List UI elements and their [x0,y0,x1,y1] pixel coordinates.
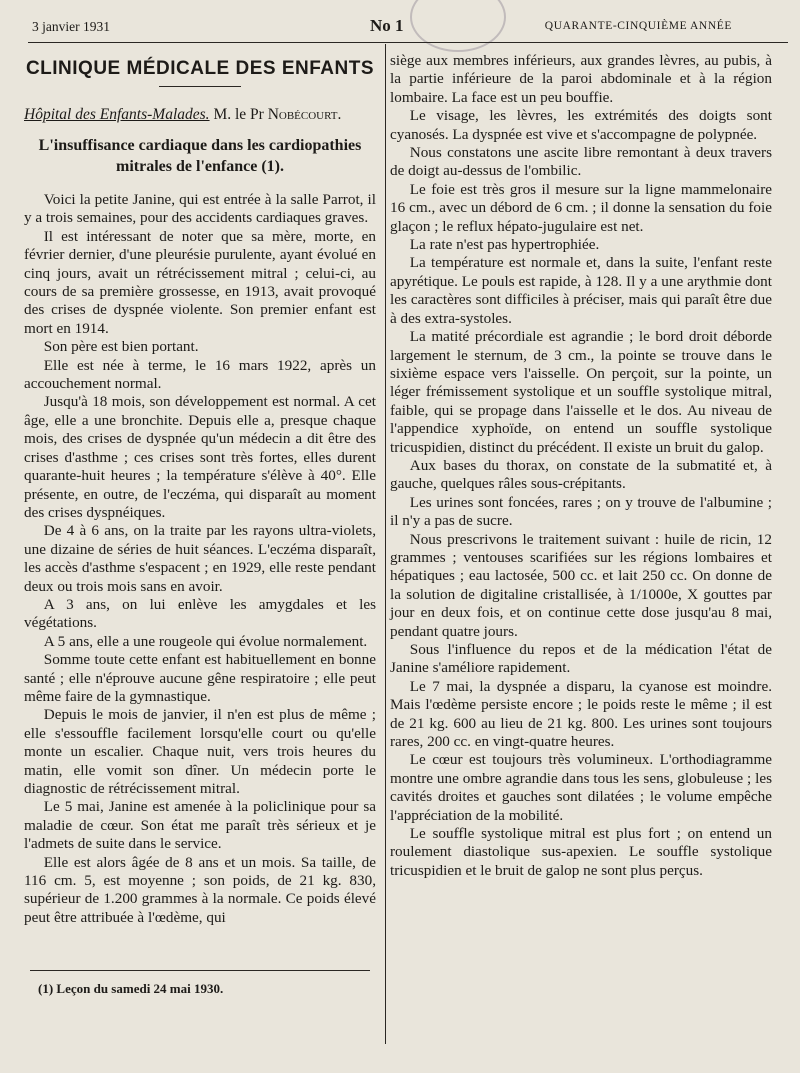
paragraph: Depuis le mois de janvier, il n'en est plus de même ; elle s'essouffle facilement lorsqu'elle court ou qu'elle monte un escalier. Chaque nuit, vers trois heures du matin, elle vomit son dîner. Un médecin porte le diagnostic de rétrécissement mitral. [24,706,376,797]
paragraph: Elle est née à terme, le 16 mars 1922, après un accouchement normal. [24,356,376,393]
right-column [390,52,772,880]
hospital-line [24,105,376,125]
library-stamp [410,0,506,52]
section-heading: CLINIQUE MÉDICALE DES ENFANTS [25,58,375,79]
header-rule [28,42,788,43]
paragraph: Voici la petite Janine, qui est entrée à la salle Parrot, il y a trois semaines, pour des accidents cardiaques graves. [24,191,376,227]
running-head [32,17,732,39]
paragraph: Jusqu'à 18 mois, son développement est normal. A cet âge, elle a une bronchite. Depuis elle a, presque chaque mois, des crises de dyspnée qu'un médecin a dit être des crises d'asthme ; ces crises sont très fortes, elles durent quarante-huit heures ; la température s'élève à 40°. Elle présente, en outre, de l'eczéma, qui disparaît au moment des crises dyspnéiques. [24,393,376,521]
hospital-name: Hôpital des Enfants-Malades. [24,106,210,123]
paragraph: La rate n'est pas hypertrophiée. [409,236,600,254]
paragraph: siège aux membres inférieurs, aux grandes lèvres, au pubis, à la partie inférieure de la paroi abdominale et à la région lombaire. La face est un peu bouffie. [390,52,772,106]
paragraph: La température est normale et, dans la suite, l'enfant reste apyrétique. Le pouls est rapide, à 128. Il y a une arythmie dont les caractères sont difficiles à préciser, mais qui paraît être due à des extra-systoles. [390,254,772,327]
author-suffix: . [337,106,342,123]
paragraph: Sous l'influence du repos et de la médication l'état de Janine s'améliore rapidement. [390,641,772,677]
footnote: (1) Leçon du samedi 24 mai 1930. [38,981,224,996]
left-column [24,56,376,927]
article-title: L'insuffisance cardiaque dans les cardiopathies mitrales de l'enfance (1). [38,137,362,175]
paragraph: Elle est alors âgée de 8 ans et un mois. Sa taille, de 116 cm. 5, est moyenne ; son poids, de 21 kg. 830, supérieur de 1.200 grammes à la normale. Ce poids élevé peut être attribuée à l'œdème, qui [24,853,376,926]
author-name: Nobécourt [267,106,338,123]
paragraph: La matité précordiale est agrandie ; le bord droit déborde largement le sternum, de 3 cm., la pointe se trouve dans le sixième espace vers l'aisselle. On perçoit, sur la pointe, un léger frémissement systolique et un souffle systolique mitral, faible, qui se propage dans l'aisselle et le dos. Au niveau de l'appendice xyphoïde, on entend un souffle systolique tricuspidien, distinct du précédent. Il existe un bruit du galop. [390,328,772,456]
paragraph: Le visage, les lèvres, les extrémités des doigts sont cyanosés. La dyspnée est vive et s'accompagne de polypnée. [390,107,772,143]
paragraph: Il est intéressant de noter que sa mère, morte, en février dernier, d'une pleurésie purulente, ayant évolué en cinq jours, avait un rétrécissement mitral ; celui-ci, au cours de sa première grossesse, en 1913, avait provoqué des crises de dyspnée violente. Son premier enfant est mort en 1914. [24,227,376,337]
issue-date: 3 janvier 1931 [32,19,110,34]
footnote-rule [30,970,370,971]
paragraph: Nous constatons une ascite libre remontant à deux travers de doigt au-dessus de l'ombilic. [390,144,772,180]
issue-number: No 1 [370,16,404,35]
paragraph: Les urines sont foncées, rares ; on y trouve de l'albumine ; il n'y a pas de sucre. [390,493,772,530]
paragraph: De 4 à 6 ans, on la traite par les rayons ultra-violets, une dizaine de séries de huit séances. L'eczéma disparaît, les accès d'asthme s'espacent ; en 1929, elle reste pendant deux ou trois mois sans en avoir. [24,522,376,595]
heading-rule [159,86,241,87]
paragraph: Somme toute cette enfant est habituellement en bonne santé ; elle n'éprouve aucune gêne respiratoire ; elle peut même faire de la gymnastique. [24,651,376,705]
paragraph: Aux bases du thorax, on constate de la submatité et, à gauche, quelques râles sous-crépitants. [390,456,772,493]
paragraph: Le cœur est toujours très volumineux. L'orthodiagramme montre une ombre agrandie dans tous les sens, globuleuse ; les cavités droites et gauches sont dilatées ; le volume empêche l'appréciation de la mobilité. [390,751,772,824]
paragraph: A 3 ans, on lui enlève les amygdales et les végétations. [24,595,376,632]
paragraph: Le 5 mai, Janine est amenée à la policlinique pour sa maladie de cœur. Son état me paraît très sérieux et je l'admets de suite dans le service. [24,798,376,853]
paragraph: A 5 ans, elle a une rougeole qui évolue normalement. [43,632,368,650]
paragraph: Le 7 mai, la dyspnée a disparu, la cyanose est moindre. Mais l'œdème persiste encore ; le poids reste le même ; il est de 21 kg. 600 au lieu de 21 kg. 800. Les urines sont toujours rares, 200 cc. en vingt-quatre heures. [390,677,772,751]
publication-year: QUARANTE-CINQUIÈME ANNÉE [544,20,732,32]
paragraph: Le foie est très gros il mesure sur la ligne mammelonaire 16 cm., avec un débord de 6 cm. ; il donne la sensation du foie glaçon ; le reflux hépato-jugulaire est net. [390,180,772,235]
paragraph: Nous prescrivons le traitement suivant : huile de ricin, 12 grammes ; ventouses scarifiées sur les régions lombaires et hépatiques ; eau lactosée, 500 cc. et lait 250 cc. On donne de la solution de digitaline cristallisée, à 1/1000e, X gouttes par jour en deux fois, et on continue cette dose jusqu'au 8 mai, pendant quatre jours. [390,530,772,640]
paragraph: Son père est bien portant. [43,338,199,356]
column-rule [385,44,386,1044]
author-prefix: M. le Pr [213,106,264,123]
paragraph: Le souffle systolique mitral est plus fort ; on entend un roulement diastolique sus-apexien. Le souffle systolique tricuspidien et le bruit de galop ne sont plus perçus. [390,825,772,879]
